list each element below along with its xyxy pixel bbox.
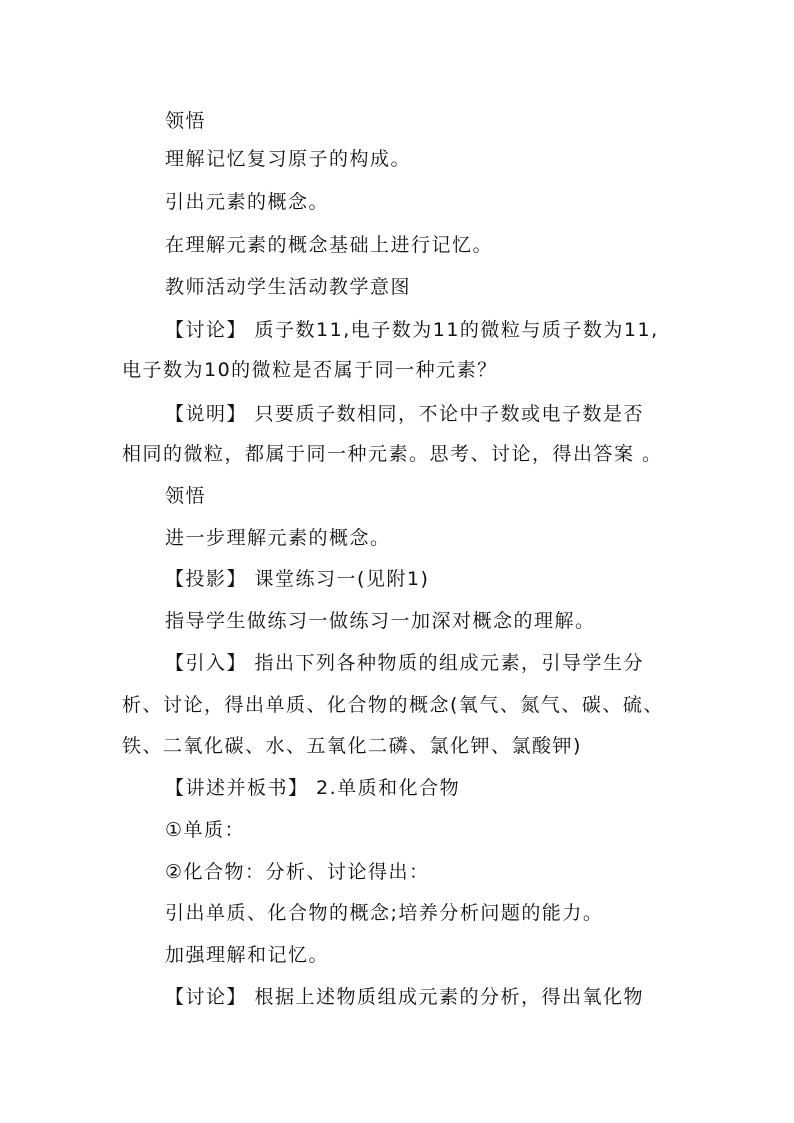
text-line-strengthen: 加强理解和记忆。 xyxy=(165,944,330,966)
text-line-introduction-c: 铁、二氧化碳、水、五氧化二磷、氯化钾、氯酸钾) xyxy=(122,735,582,757)
text-line-discussion-2: 【讨论】 根据上述物质组成元素的分析，得出氧化物 xyxy=(165,986,645,1008)
text-line-compound: ②化合物：分析、讨论得出： xyxy=(165,861,430,883)
text-line-atom-structure: 理解记忆复习原子的构成。 xyxy=(165,148,412,170)
text-line-introduction-b: 析、讨论，得出单质、化合物的概念(氧气、氮气、碳、硫、 xyxy=(122,694,664,716)
text-line-discussion-1a: 【讨论】 质子数11,电子数为11的微粒与质子数为11, xyxy=(165,319,659,341)
text-line-lecture-board: 【讲述并板书】 2.单质和化合物 xyxy=(165,777,461,799)
text-line-further-understanding: 进一步理解元素的概念。 xyxy=(165,527,391,549)
text-line-guide-exercise: 指导学生做练习一做练习一加深对概念的理解。 xyxy=(165,610,596,632)
text-line-derive-concepts: 引出单质、化合物的概念;培养分析问题的能力。 xyxy=(165,902,604,924)
text-line-explanation-a: 【说明】 只要质子数相同，不论中子数或电子数是否 xyxy=(165,403,645,425)
text-line-projection: 【投影】 课堂练习一(见附1) xyxy=(165,568,430,590)
text-line-ling-wu-1: 领悟 xyxy=(165,110,207,132)
text-line-simple-substance: ①单质： xyxy=(165,819,246,841)
text-line-memorize: 在理解元素的概念基础上进行记忆。 xyxy=(165,234,494,256)
text-line-introduction-a: 【引入】 指出下列各种物质的组成元素，引导学生分 xyxy=(165,652,645,674)
text-line-ling-wu-2: 领悟 xyxy=(165,485,207,507)
text-line-explanation-b: 相同的微粒，都属于同一种元素。思考、讨论，得出答案 。 xyxy=(122,443,663,465)
text-line-activity-headers: 教师活动学生活动教学意图 xyxy=(165,276,412,298)
text-line-element-concept: 引出元素的概念。 xyxy=(165,191,330,213)
text-line-discussion-1b: 电子数为10的微粒是否属于同一种元素？ xyxy=(122,359,498,381)
